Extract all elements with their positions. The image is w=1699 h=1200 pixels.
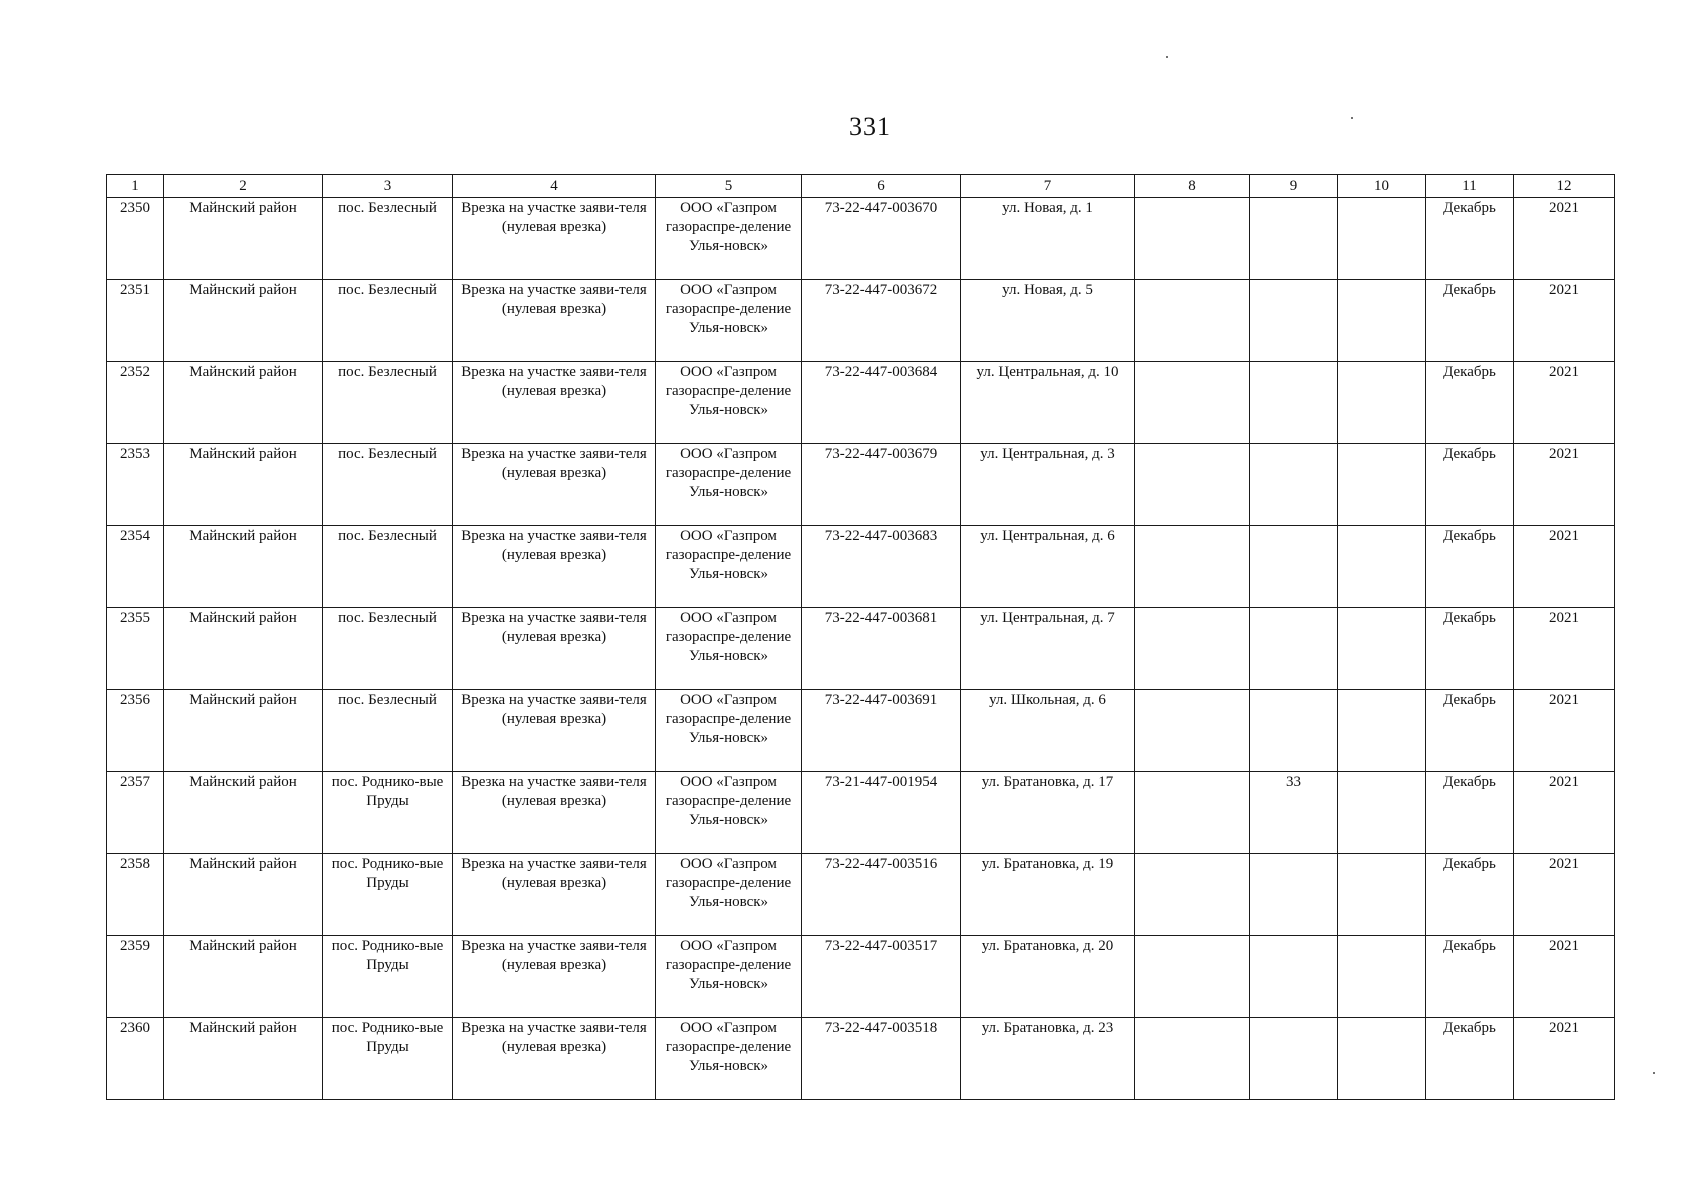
column-9-cell	[1250, 526, 1338, 608]
object-code-cell: 73-22-447-003691	[802, 690, 961, 772]
organization-cell: ООО «Газпром газораспре-деление Улья-новск»	[656, 526, 802, 608]
address-cell: ул. Центральная, д. 7	[961, 608, 1135, 690]
column-number: 2	[164, 175, 323, 198]
row-number-cell: 2358	[107, 854, 164, 936]
column-9-cell: 33	[1250, 772, 1338, 854]
district-cell: Майнский район	[164, 444, 323, 526]
table-row	[107, 772, 1615, 854]
work-type-cell: Врезка на участке заяви-теля (нулевая врезка)	[453, 444, 656, 526]
column-number: 7	[961, 175, 1135, 198]
column-8-cell	[1135, 444, 1250, 526]
column-8-cell	[1135, 608, 1250, 690]
district-cell: Майнский район	[164, 280, 323, 362]
column-10-cell	[1338, 608, 1426, 690]
column-number: 3	[323, 175, 453, 198]
column-8-cell	[1135, 690, 1250, 772]
organization-cell: ООО «Газпром газораспре-деление Улья-новск»	[656, 198, 802, 280]
district-cell: Майнский район	[164, 772, 323, 854]
object-code-cell: 73-22-447-003518	[802, 1018, 961, 1100]
column-8-cell	[1135, 362, 1250, 444]
row-number-cell: 2359	[107, 936, 164, 1018]
column-9-cell	[1250, 608, 1338, 690]
column-10-cell	[1338, 854, 1426, 936]
column-10-cell	[1338, 772, 1426, 854]
month-cell: Декабрь	[1426, 280, 1514, 362]
row-number-cell: 2356	[107, 690, 164, 772]
address-cell: ул. Центральная, д. 6	[961, 526, 1135, 608]
settlement-cell: пос. Безлесный	[323, 608, 453, 690]
work-type-cell: Врезка на участке заяви-теля (нулевая врезка)	[453, 854, 656, 936]
year-cell: 2021	[1514, 854, 1615, 936]
row-number-cell: 2354	[107, 526, 164, 608]
address-cell: ул. Братановка, д. 19	[961, 854, 1135, 936]
settlement-cell: пос. Безлесный	[323, 444, 453, 526]
column-9-cell	[1250, 690, 1338, 772]
column-10-cell	[1338, 690, 1426, 772]
organization-cell: ООО «Газпром газораспре-деление Улья-новск»	[656, 280, 802, 362]
table-row	[107, 854, 1615, 936]
column-8-cell	[1135, 772, 1250, 854]
work-type-cell: Врезка на участке заяви-теля (нулевая врезка)	[453, 608, 656, 690]
organization-cell: ООО «Газпром газораспре-деление Улья-новск»	[656, 936, 802, 1018]
row-number-cell: 2352	[107, 362, 164, 444]
table-row	[107, 526, 1615, 608]
table-row	[107, 936, 1615, 1018]
scan-speck	[1653, 1072, 1655, 1074]
row-number-cell: 2360	[107, 1018, 164, 1100]
month-cell: Декабрь	[1426, 854, 1514, 936]
year-cell: 2021	[1514, 362, 1615, 444]
work-type-cell: Врезка на участке заяви-теля (нулевая врезка)	[453, 362, 656, 444]
row-number-cell: 2350	[107, 198, 164, 280]
organization-cell: ООО «Газпром газораспре-деление Улья-новск»	[656, 854, 802, 936]
month-cell: Декабрь	[1426, 526, 1514, 608]
district-cell: Майнский район	[164, 690, 323, 772]
settlement-cell: пос. Роднико-вые Пруды	[323, 936, 453, 1018]
table-row	[107, 444, 1615, 526]
column-10-cell	[1338, 526, 1426, 608]
year-cell: 2021	[1514, 936, 1615, 1018]
object-code-cell: 73-22-447-003684	[802, 362, 961, 444]
address-cell: ул. Братановка, д. 20	[961, 936, 1135, 1018]
month-cell: Декабрь	[1426, 936, 1514, 1018]
address-cell: ул. Центральная, д. 3	[961, 444, 1135, 526]
address-cell: ул. Новая, д. 5	[961, 280, 1135, 362]
work-type-cell: Врезка на участке заяви-теля (нулевая врезка)	[453, 1018, 656, 1100]
table-row	[107, 198, 1615, 280]
object-code-cell: 73-21-447-001954	[802, 772, 961, 854]
scan-speck	[1351, 117, 1353, 119]
row-number-cell: 2355	[107, 608, 164, 690]
settlement-cell: пос. Безлесный	[323, 280, 453, 362]
row-number-cell: 2353	[107, 444, 164, 526]
column-number: 5	[656, 175, 802, 198]
table-row	[107, 690, 1615, 772]
work-type-cell: Врезка на участке заяви-теля (нулевая врезка)	[453, 198, 656, 280]
column-8-cell	[1135, 854, 1250, 936]
organization-cell: ООО «Газпром газораспре-деление Улья-новск»	[656, 444, 802, 526]
column-10-cell	[1338, 444, 1426, 526]
column-10-cell	[1338, 280, 1426, 362]
column-8-cell	[1135, 936, 1250, 1018]
year-cell: 2021	[1514, 690, 1615, 772]
month-cell: Декабрь	[1426, 772, 1514, 854]
column-number: 9	[1250, 175, 1338, 198]
object-code-cell: 73-22-447-003670	[802, 198, 961, 280]
month-cell: Декабрь	[1426, 444, 1514, 526]
organization-cell: ООО «Газпром газораспре-деление Улья-новск»	[656, 1018, 802, 1100]
column-8-cell	[1135, 280, 1250, 362]
district-cell: Майнский район	[164, 1018, 323, 1100]
table-row	[107, 1018, 1615, 1100]
page-number: 331	[849, 112, 891, 141]
address-cell: ул. Братановка, д. 17	[961, 772, 1135, 854]
year-cell: 2021	[1514, 772, 1615, 854]
column-8-cell	[1135, 1018, 1250, 1100]
work-type-cell: Врезка на участке заяви-теля (нулевая врезка)	[453, 772, 656, 854]
district-cell: Майнский район	[164, 936, 323, 1018]
settlement-cell: пос. Роднико-вые Пруды	[323, 772, 453, 854]
column-9-cell	[1250, 1018, 1338, 1100]
month-cell: Декабрь	[1426, 198, 1514, 280]
object-code-cell: 73-22-447-003516	[802, 854, 961, 936]
district-cell: Майнский район	[164, 608, 323, 690]
district-cell: Майнский район	[164, 854, 323, 936]
table-row	[107, 608, 1615, 690]
address-cell: ул. Школьная, д. 6	[961, 690, 1135, 772]
column-9-cell	[1250, 854, 1338, 936]
district-cell: Майнский район	[164, 526, 323, 608]
year-cell: 2021	[1514, 526, 1615, 608]
organization-cell: ООО «Газпром газораспре-деление Улья-новск»	[656, 690, 802, 772]
column-10-cell	[1338, 362, 1426, 444]
object-code-cell: 73-22-447-003681	[802, 608, 961, 690]
work-type-cell: Врезка на участке заяви-теля (нулевая врезка)	[453, 936, 656, 1018]
column-10-cell	[1338, 198, 1426, 280]
year-cell: 2021	[1514, 280, 1615, 362]
column-number: 1	[107, 175, 164, 198]
column-9-cell	[1250, 444, 1338, 526]
month-cell: Декабрь	[1426, 608, 1514, 690]
column-number: 11	[1426, 175, 1514, 198]
district-cell: Майнский район	[164, 198, 323, 280]
object-code-cell: 73-22-447-003517	[802, 936, 961, 1018]
year-cell: 2021	[1514, 608, 1615, 690]
object-code-cell: 73-22-447-003672	[802, 280, 961, 362]
column-9-cell	[1250, 198, 1338, 280]
row-number-cell: 2357	[107, 772, 164, 854]
column-8-cell	[1135, 198, 1250, 280]
column-10-cell	[1338, 936, 1426, 1018]
work-type-cell: Врезка на участке заяви-теля (нулевая врезка)	[453, 526, 656, 608]
settlement-cell: пос. Роднико-вые Пруды	[323, 854, 453, 936]
year-cell: 2021	[1514, 198, 1615, 280]
column-number: 4	[453, 175, 656, 198]
column-number: 12	[1514, 175, 1615, 198]
settlement-cell: пос. Роднико-вые Пруды	[323, 1018, 453, 1100]
column-9-cell	[1250, 280, 1338, 362]
address-cell: ул. Новая, д. 1	[961, 198, 1135, 280]
table-row	[107, 280, 1615, 362]
address-cell: ул. Центральная, д. 10	[961, 362, 1135, 444]
organization-cell: ООО «Газпром газораспре-деление Улья-новск»	[656, 608, 802, 690]
year-cell: 2021	[1514, 1018, 1615, 1100]
row-number-cell: 2351	[107, 280, 164, 362]
settlement-cell: пос. Безлесный	[323, 362, 453, 444]
registry-table	[106, 174, 1615, 1100]
column-9-cell	[1250, 936, 1338, 1018]
column-number: 6	[802, 175, 961, 198]
month-cell: Декабрь	[1426, 690, 1514, 772]
scan-speck	[1166, 56, 1168, 58]
month-cell: Декабрь	[1426, 1018, 1514, 1100]
work-type-cell: Врезка на участке заяви-теля (нулевая врезка)	[453, 280, 656, 362]
address-cell: ул. Братановка, д. 23	[961, 1018, 1135, 1100]
object-code-cell: 73-22-447-003683	[802, 526, 961, 608]
column-8-cell	[1135, 526, 1250, 608]
column-number-row	[107, 175, 1615, 198]
column-9-cell	[1250, 362, 1338, 444]
organization-cell: ООО «Газпром газораспре-деление Улья-новск»	[656, 772, 802, 854]
work-type-cell: Врезка на участке заяви-теля (нулевая врезка)	[453, 690, 656, 772]
year-cell: 2021	[1514, 444, 1615, 526]
organization-cell: ООО «Газпром газораспре-деление Улья-новск»	[656, 362, 802, 444]
settlement-cell: пос. Безлесный	[323, 198, 453, 280]
table-body	[107, 175, 1615, 1100]
settlement-cell: пос. Безлесный	[323, 690, 453, 772]
object-code-cell: 73-22-447-003679	[802, 444, 961, 526]
district-cell: Майнский район	[164, 362, 323, 444]
column-number: 8	[1135, 175, 1250, 198]
column-number: 10	[1338, 175, 1426, 198]
column-10-cell	[1338, 1018, 1426, 1100]
settlement-cell: пос. Безлесный	[323, 526, 453, 608]
month-cell: Декабрь	[1426, 362, 1514, 444]
table-row	[107, 362, 1615, 444]
